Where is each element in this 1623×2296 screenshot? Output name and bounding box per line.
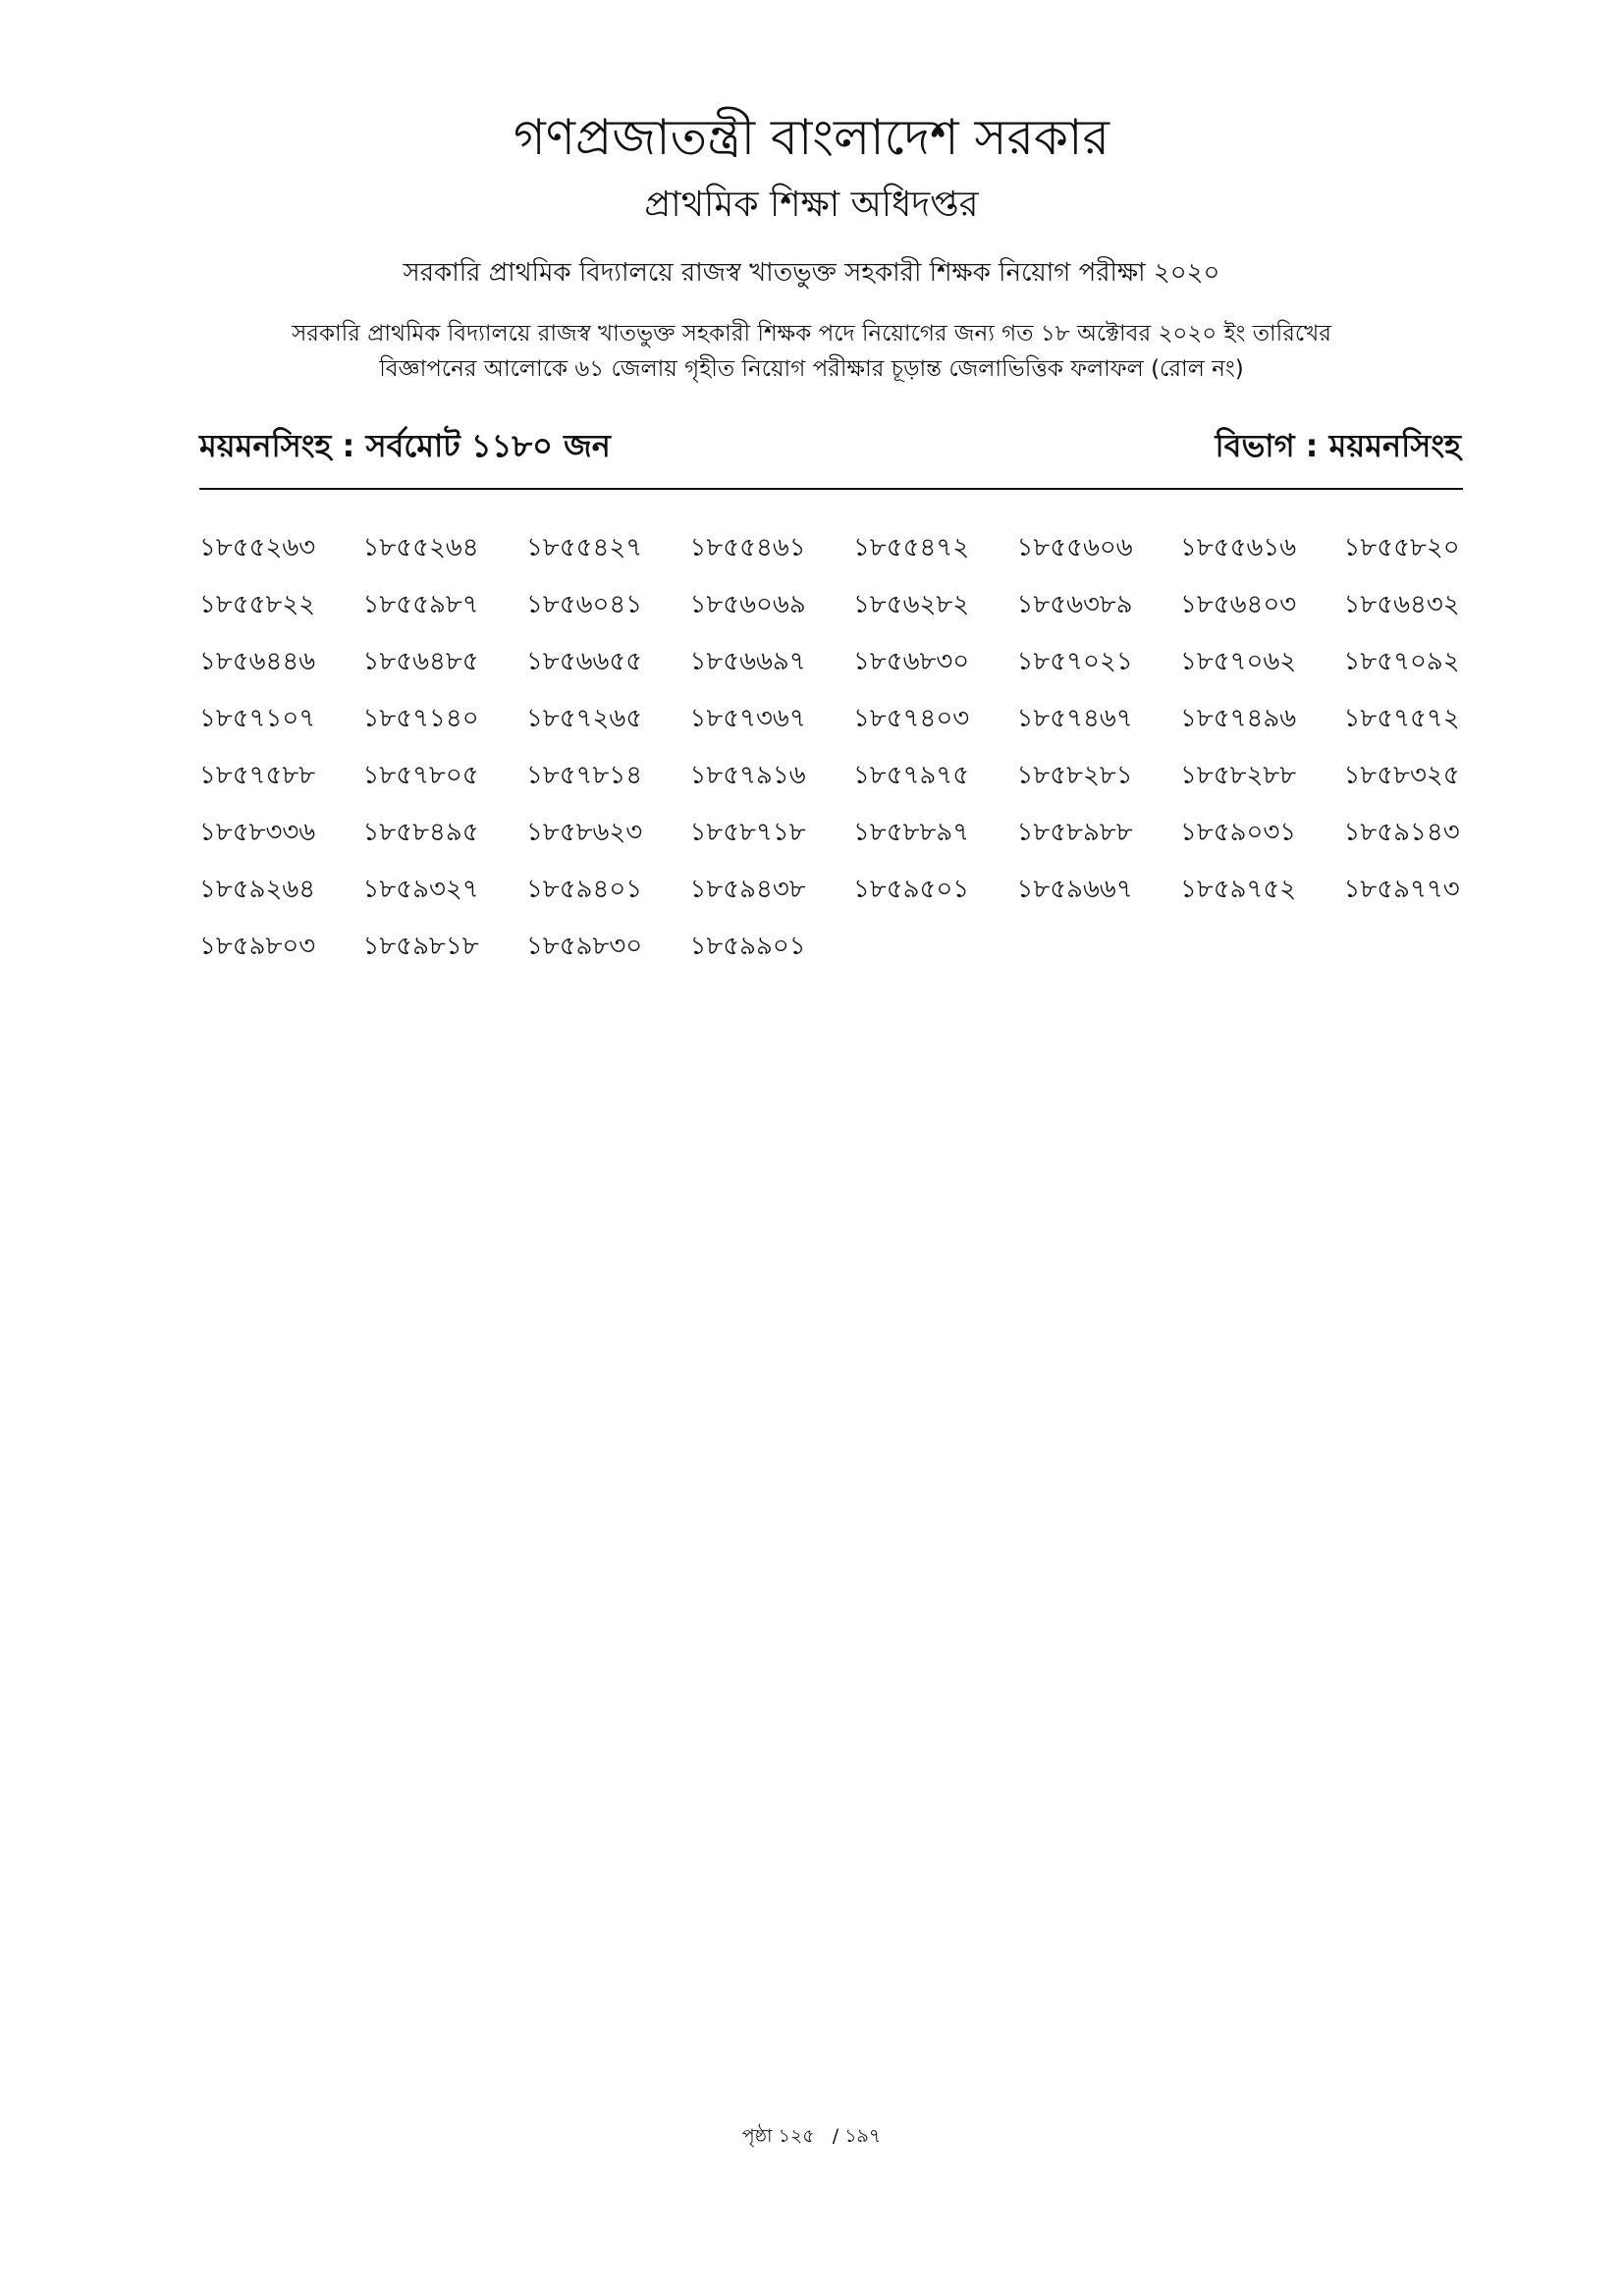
roll-number: ১৮৫৫৮২২ (199, 590, 316, 619)
page-total: / ১৯৭ (832, 2125, 882, 2147)
roll-number: ১৮৫৫৬১৬ (1180, 533, 1297, 562)
notice-line-1: সরকারি প্রাথমিক বিদ্যালয়ে রাজস্ব খাতভুক্ত সহকারী শিক্ষক পদে নিয়োগের জন্য গত ১৮ অক্টোবর ২০২০ ইং তারিখের (292, 321, 1331, 347)
division-heading: বিভাগ : ময়মনসিংহ (1215, 427, 1461, 464)
roll-number: ১৮৫৯৪০১ (526, 875, 643, 904)
roll-number: ১৮৫৬৪০৩ (1180, 590, 1297, 619)
roll-number: ১৮৫৫২৬৪ (362, 533, 479, 562)
roll-number: ১৮৫৭৯৭৫ (853, 761, 970, 790)
roll-number: ১৮৫৮৯৮৮ (1016, 818, 1133, 847)
roll-number: ১৮৫৬০৬৯ (689, 590, 806, 619)
roll-number: ১৮৫৯৬৬৭ (1016, 875, 1133, 904)
roll-number: ১৮৫৫২৬৩ (199, 533, 316, 562)
roll-number: ১৮৫৫৪৭২ (853, 533, 970, 562)
roll-number: ১৮৫৮৩২৫ (1343, 761, 1460, 790)
notice-text (0, 316, 1623, 387)
roll-number: ১৮৫৭৫৮৮ (199, 761, 316, 790)
roll-number: ১৮৫৭২৬৫ (526, 704, 643, 733)
roll-number: ১৮৫৮৬২৩ (526, 818, 643, 847)
roll-number: ১৮৫৯৭৭৩ (1343, 875, 1460, 904)
roll-number: ১৮৫৫৬০৬ (1016, 533, 1133, 562)
roll-number: ১৮৫৬৬৫৫ (526, 647, 643, 676)
roll-number: ১৮৫৯৯০১ (689, 932, 806, 961)
roll-number: ১৮৫৬৪৮৫ (362, 647, 479, 676)
roll-number: ১৮৫৯৪৩৮ (689, 875, 806, 904)
roll-number: ১৮৫৯৮৩০ (526, 932, 643, 961)
roll-number: ১৮৫৮৪৯৫ (362, 818, 479, 847)
roll-number: ১৮৫৫৪২৭ (526, 533, 643, 562)
roll-number: ১৮৫৫৪৬১ (689, 533, 806, 562)
roll-number: ১৮৫৯০৩১ (1180, 818, 1297, 847)
roll-number: ১৮৫৭৯১৬ (689, 761, 806, 790)
district-heading: ময়মনসিংহ : সর্বমোট ১১৮০ জন (199, 427, 611, 464)
roll-number: ১৮৫৭৫৭২ (1343, 704, 1460, 733)
roll-number: ১৮৫৭১০৭ (199, 704, 316, 733)
roll-number: ১৮৫৬৮৩০ (853, 647, 970, 676)
roll-number: ১৮৫৯১৪৩ (1343, 818, 1460, 847)
roll-number-grid (199, 530, 1476, 986)
roll-number: ১৮৫৬৬৯৭ (689, 647, 806, 676)
roll-number: ১৮৫৮৮৯৭ (853, 818, 970, 847)
roll-number: ১৮৫৯২৬৪ (199, 875, 316, 904)
roll-number: ১৮৫৯৮১৮ (362, 932, 479, 961)
roll-number: ১৮৫৯৮০৩ (199, 932, 316, 961)
roll-number: ১৮৫৭০২১ (1016, 647, 1133, 676)
roll-number: ১৮৫৬০৪১ (526, 590, 643, 619)
page-footer (0, 2122, 1623, 2150)
department-title: প্রাথমিক শিক্ষা অধিদপ্তর (644, 185, 979, 225)
roll-number: ১৮৫৯৩২৭ (362, 875, 479, 904)
roll-number: ১৮৫৭৪০৩ (853, 704, 970, 733)
roll-number: ১৮৫৭৮১৪ (526, 761, 643, 790)
roll-number: ১৮৫৭৩৬৭ (689, 704, 806, 733)
roll-number: ১৮৫৯৭৫২ (1180, 875, 1297, 904)
roll-number: ১৮৫৬২৮২ (853, 590, 970, 619)
roll-number: ১৮৫৬৩৮৯ (1016, 590, 1133, 619)
notice-line-2: বিজ্ঞাপনের আলোকে ৬১ জেলায় গৃহীত নিয়োগ পরীক্ষার চূড়ান্ত জেলাভিত্তিক ফলাফল (রোল নং) (379, 356, 1244, 382)
roll-number: ১৮৫৭৮০৫ (362, 761, 479, 790)
roll-number: ১৮৫৮৩৩৬ (199, 818, 316, 847)
page-number: পৃষ্ঠা ১২৫ (741, 2125, 815, 2147)
exam-title: সরকারি প্রাথমিক বিদ্যালয়ে রাজস্ব খাতভুক্ত সহকারী শিক্ষক নিয়োগ পরীক্ষা ২০২০ (403, 258, 1220, 288)
roll-number: ১৮৫৮২৮১ (1016, 761, 1133, 790)
roll-number: ১৮৫৬৪৩২ (1343, 590, 1460, 619)
heading-divider (199, 488, 1463, 490)
government-title: গণপ্রজাতন্ত্রী বাংলাদেশ সরকার (514, 109, 1109, 166)
roll-number: ১৮৫৭৪৬৭ (1016, 704, 1133, 733)
roll-number: ১৮৫৯৫০১ (853, 875, 970, 904)
roll-number: ১৮৫৬৪৪৬ (199, 647, 316, 676)
roll-number: ১৮৫৭৪৯৬ (1180, 704, 1297, 733)
roll-number: ১৮৫৭০৬২ (1180, 647, 1297, 676)
roll-number: ১৮৫৮২৮৮ (1180, 761, 1297, 790)
roll-number: ১৮৫৫৯৮৭ (362, 590, 479, 619)
roll-number: ১৮৫৮৭১৮ (689, 818, 806, 847)
roll-number: ১৮৫৭০৯২ (1343, 647, 1460, 676)
roll-number: ১৮৫৫৮২০ (1343, 533, 1460, 562)
roll-number: ১৮৫৭১৪০ (362, 704, 479, 733)
